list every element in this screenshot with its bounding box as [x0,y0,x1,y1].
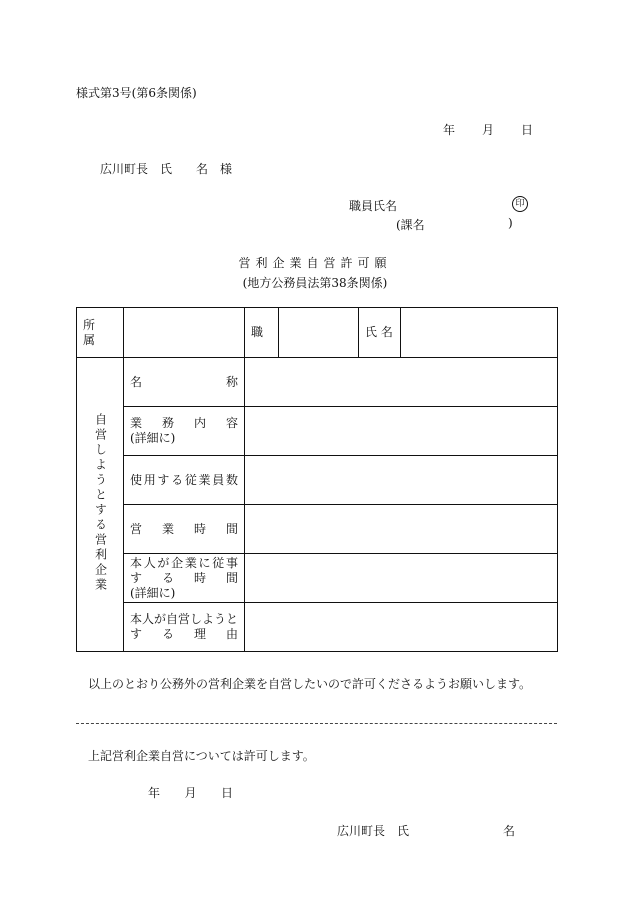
table-row [77,407,558,456]
business-name-field[interactable] [245,358,558,407]
approval-statement: 上記営利企業自営については許可します。 [88,749,315,763]
table-row [77,505,558,554]
approval-date [148,784,233,801]
addressee: 広川町長 氏 名 様 [100,162,233,176]
table-row [77,554,558,603]
department-label: (課名 [396,218,425,232]
mayor-signature-label: 広川町長 氏 [337,824,410,838]
working-time-label-line1: 本人が企業に従事 [130,555,238,570]
reason-label-line1: 本人が自営しようと [130,612,239,626]
business-hours-label: 営業時間 [124,505,245,554]
name-label: 氏 名 [359,308,401,358]
business-content-note: (詳細に) [130,431,176,445]
approval-month-label: 月 [184,786,197,800]
business-name-label: 名称 [124,358,245,407]
position-field[interactable] [279,308,359,358]
date-month-label: 月 [481,123,494,137]
employee-count-field[interactable] [245,456,558,505]
reason-label [124,603,245,652]
table-row [77,456,558,505]
name-field[interactable] [401,308,558,358]
affiliation-field[interactable] [124,308,245,358]
reason-label-line2: する理由 [130,627,238,641]
date-day-label: 日 [520,123,533,137]
affiliation-row [77,308,558,358]
reason-field[interactable] [245,603,558,652]
approval-day-label: 日 [220,786,233,800]
form-number: 様式第3号(第6条関係) [76,86,197,100]
working-time-field[interactable] [245,554,558,603]
business-content-field[interactable] [245,407,558,456]
approval-year-label: 年 [148,786,161,800]
business-section-label [77,358,124,652]
working-time-label [124,554,245,603]
staff-name-label: 職員氏名 [349,199,398,213]
date-year-label: 年 [443,123,456,137]
cut-line [76,723,557,724]
application-date [443,121,533,138]
business-hours-field[interactable] [245,505,558,554]
document-title: 営利企業自営許可願 [238,256,392,270]
position-label: 職 [245,308,279,358]
employee-count-label: 使用する従業員数 [124,456,245,505]
working-time-label-line2: する時間 [130,570,238,585]
request-statement: 以上のとおり公務外の営利企業を自営したいので許可くださるようお願いします。 [88,677,532,691]
table-row [77,603,558,652]
affiliation-label: 所 属 [77,308,124,358]
business-content-label [124,407,245,456]
mayor-name-label: 名 [503,824,516,838]
document-subtitle: (地方公務員法第38条関係) [242,276,388,290]
business-section-text: 自営しようとする営利企業 [93,412,108,593]
application-table [76,307,558,652]
table-row [77,358,558,407]
working-time-note: (詳細に) [130,585,176,600]
seal-mark: 印 [512,196,528,212]
department-close-paren: ) [508,216,513,230]
business-content-label-text: 業務内容 [130,416,238,430]
